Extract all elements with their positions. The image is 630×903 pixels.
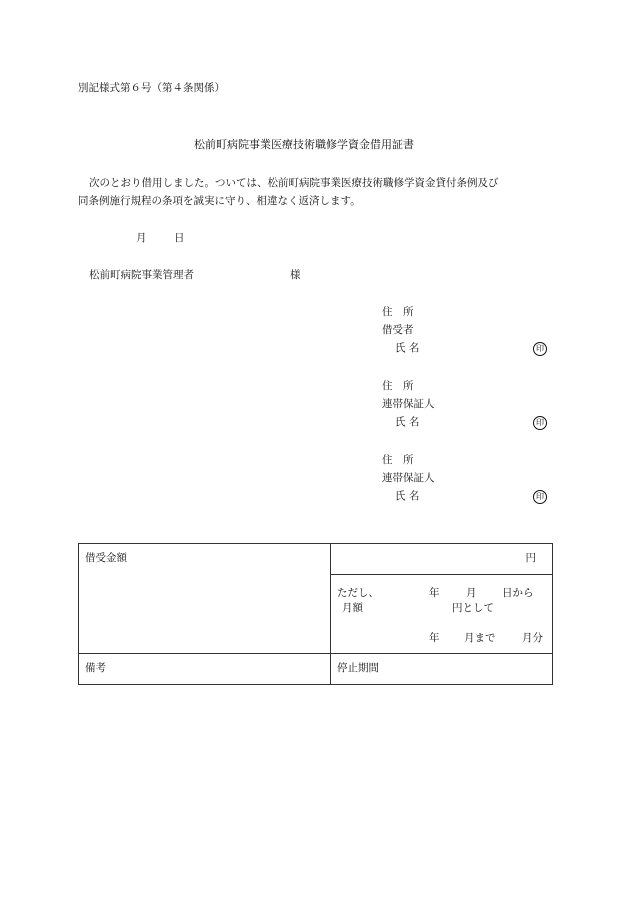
body-text-line-2: 同条例施行規程の条項を誠実に守り、相違なく返済します。 [78,195,361,207]
document-title: 松前町病院事業医療技術職修学資金借用証書 [194,138,414,151]
start-year-label: 年 [429,587,440,599]
body-text-line-1: 次のとおり借用しました。ついては、松前町病院事業医療技術職修学資金貸付条例及び [89,177,499,189]
addressee-name: 松前町病院事業管理者 [89,269,194,281]
seal-mark-icon: 印 [533,490,547,504]
repayment-terms-cell [331,575,553,654]
party-role-label: 連帯保証人 [382,398,435,410]
date-month-label: 月 [136,232,147,244]
start-month-label: 月 [466,587,477,599]
party-address-label: 住 所 [382,454,414,466]
installments-label: 月分 [522,632,543,644]
party-address-label: 住 所 [382,306,414,318]
form-reference: 別記様式第６号（第４条関係） [78,82,225,94]
loan-amount-label: 借受金額 [85,552,127,564]
seal-mark-icon: 印 [533,416,547,430]
suspension-period-cell [331,654,553,685]
proviso-prefix: ただし、 [337,587,379,599]
suspension-period-label: 停止期間 [337,662,379,674]
party-role-label: 連帯保証人 [382,472,435,484]
yen-unit-label: 円 [525,552,536,564]
loan-amount-value-cell [331,544,553,575]
party-name-label: 氏 名 [395,490,420,502]
end-year-label: 年 [429,632,440,644]
loan-amount-label-cell [79,544,331,654]
date-day-label: 日 [174,232,185,244]
remarks-cell [79,654,331,685]
loan-details-table [78,543,553,685]
seal-mark-icon: 印 [533,342,547,356]
addressee-honorific: 様 [290,269,301,281]
party-address-label: 住 所 [382,380,414,392]
yen-as-label: 円として [452,602,494,614]
monthly-amount-label: 月額 [342,602,363,614]
party-role-label: 借受者 [382,324,414,336]
remarks-label: 備考 [85,662,106,674]
end-month-until-label: 月まで [464,632,496,644]
party-name-label: 氏 名 [395,342,420,354]
start-day-from-label: 日から [502,587,534,599]
party-name-label: 氏 名 [395,416,420,428]
